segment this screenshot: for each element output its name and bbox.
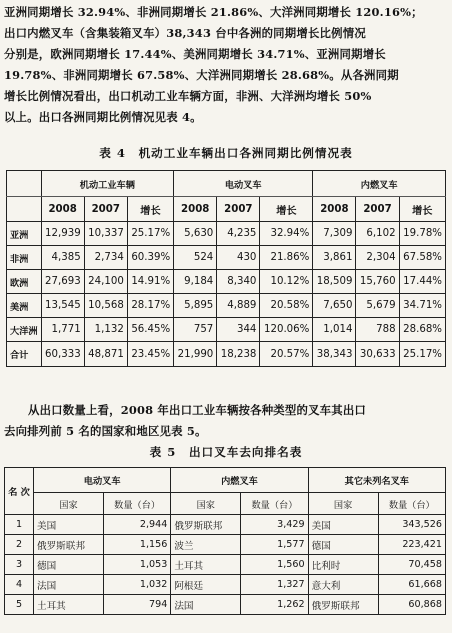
table-cell: 2,734	[84, 246, 127, 270]
table-cell: 344	[217, 318, 260, 342]
row-label: 合计	[7, 342, 42, 367]
quantity-cell: 794	[103, 595, 170, 615]
table-cell: 1,771	[41, 318, 84, 342]
country-cell: 比利时	[308, 555, 378, 575]
table-cell: 38,343	[313, 342, 356, 367]
table-cell: 1,132	[84, 318, 127, 342]
rank-cell: 1	[5, 515, 34, 535]
table-cell: 430	[217, 246, 260, 270]
table4-subheader: 增长	[127, 197, 173, 222]
table4-subheader: 2008	[174, 197, 217, 222]
table-row	[7, 294, 446, 318]
table5-subheader: 国家	[34, 493, 104, 515]
text-line: 分别是，欧洲同期增长 17.44%、美洲同期增长 34.71%、亚洲同期增长	[4, 47, 386, 61]
table-cell: 48,871	[84, 342, 127, 367]
second-paragraph	[4, 400, 448, 442]
table4-subheader: 2008	[313, 197, 356, 222]
country-cell: 俄罗斯联邦	[34, 535, 104, 555]
quantity-cell: 1,327	[241, 575, 308, 595]
table4-group-header: 电动叉车	[174, 171, 313, 197]
rank-cell: 2	[5, 535, 34, 555]
quantity-cell: 70,458	[378, 555, 445, 575]
row-label: 亚洲	[7, 222, 42, 246]
table4-subheader: 增长	[260, 197, 313, 222]
table-row	[5, 515, 446, 535]
text-line: 以上。出口各洲同期比例情况见表 4。	[4, 110, 202, 124]
country-cell: 法国	[171, 595, 241, 615]
quantity-cell: 60,868	[378, 595, 445, 615]
table-cell: 25.17%	[399, 342, 445, 367]
country-cell: 意大利	[308, 575, 378, 595]
table4-subheader-row	[7, 197, 446, 222]
table-cell: 20.57%	[260, 342, 313, 367]
table5-subheader: 国家	[171, 493, 241, 515]
table-row	[5, 555, 446, 575]
table4-subheader: 2007	[356, 197, 399, 222]
table-cell: 28.68%	[399, 318, 445, 342]
table5-subheader: 数量（台）	[241, 493, 308, 515]
row-label: 美洲	[7, 294, 42, 318]
table4-subheader: 2007	[217, 197, 260, 222]
table-cell: 4,235	[217, 222, 260, 246]
table-cell: 8,340	[217, 270, 260, 294]
country-cell: 土耳其	[171, 555, 241, 575]
table-row	[5, 595, 446, 615]
table-cell: 3,861	[313, 246, 356, 270]
table-row	[5, 535, 446, 555]
table-row	[7, 318, 446, 342]
table-cell: 10,568	[84, 294, 127, 318]
quantity-cell: 1,577	[241, 535, 308, 555]
table-row	[7, 222, 446, 246]
table-cell: 757	[174, 318, 217, 342]
table-row	[7, 246, 446, 270]
text-line: 去向排列前 5 名的国家和地区见表 5。	[4, 424, 207, 438]
text-line: 出口内燃叉车（含集装箱叉车）38,343 台中各洲的同期增长比例情况	[4, 26, 366, 40]
table-cell: 4,889	[217, 294, 260, 318]
table-cell: 6,102	[356, 222, 399, 246]
table-cell: 13,545	[41, 294, 84, 318]
table5-subheader: 数量（台）	[378, 493, 445, 515]
table-cell: 17.44%	[399, 270, 445, 294]
text-line: 亚洲同期增长 32.94%、非洲同期增长 21.86%、大洋洲同期增长 120.16%；	[4, 5, 423, 19]
rank-header: 名 次	[5, 468, 34, 515]
table-cell: 524	[174, 246, 217, 270]
table-cell: 10,337	[84, 222, 127, 246]
intro-paragraph	[4, 2, 448, 128]
quantity-cell: 1,560	[241, 555, 308, 575]
table-cell: 28.17%	[127, 294, 173, 318]
table-cell: 14.91%	[127, 270, 173, 294]
table5-group-header-row	[5, 468, 446, 493]
table-cell: 23.45%	[127, 342, 173, 367]
table-cell: 5,630	[174, 222, 217, 246]
table-cell: 18,509	[313, 270, 356, 294]
quantity-cell: 1,053	[103, 555, 170, 575]
table-cell: 15,760	[356, 270, 399, 294]
table4	[6, 170, 446, 367]
table-cell: 21,990	[174, 342, 217, 367]
quantity-cell: 1,032	[103, 575, 170, 595]
quantity-cell: 3,429	[241, 515, 308, 535]
table5-caption: 表 5 出口叉车去向排名表	[149, 445, 303, 459]
quantity-cell: 223,421	[378, 535, 445, 555]
table-row-total	[7, 342, 446, 367]
table-cell: 24,100	[84, 270, 127, 294]
table-cell: 34.71%	[399, 294, 445, 318]
table-cell: 32.94%	[260, 222, 313, 246]
table-cell: 20.58%	[260, 294, 313, 318]
quantity-cell: 343,526	[378, 515, 445, 535]
country-cell: 俄罗斯联邦	[308, 595, 378, 615]
country-cell: 土耳其	[34, 595, 104, 615]
table-cell: 9,184	[174, 270, 217, 294]
table-cell: 120.06%	[260, 318, 313, 342]
rank-cell: 5	[5, 595, 34, 615]
table-cell: 60,333	[41, 342, 84, 367]
table5-group-header: 内燃叉车	[171, 468, 308, 493]
table-cell: 60.39%	[127, 246, 173, 270]
table4-subheader: 2008	[41, 197, 84, 222]
text-line: 从出口数量上看，2008 年出口工业车辆按各种类型的叉车其出口	[28, 403, 367, 417]
country-cell: 德国	[34, 555, 104, 575]
table-cell: 10.12%	[260, 270, 313, 294]
table-row	[5, 575, 446, 595]
table5-group-header: 其它未列名叉车	[308, 468, 445, 493]
row-label: 大洋洲	[7, 318, 42, 342]
table-cell: 67.58%	[399, 246, 445, 270]
row-label: 非洲	[7, 246, 42, 270]
row-label: 欧洲	[7, 270, 42, 294]
table4-corner-cell	[7, 197, 42, 222]
table5-subheader: 数量（台）	[103, 493, 170, 515]
country-cell: 波兰	[171, 535, 241, 555]
table-cell: 56.45%	[127, 318, 173, 342]
table5	[4, 467, 446, 615]
country-cell: 法国	[34, 575, 104, 595]
table4-subheader: 增长	[399, 197, 445, 222]
table5-subheader: 国家	[308, 493, 378, 515]
table-cell: 788	[356, 318, 399, 342]
table-cell: 19.78%	[399, 222, 445, 246]
table4-group-header: 内燃叉车	[313, 171, 446, 197]
table-cell: 2,304	[356, 246, 399, 270]
table4-subheader: 2007	[84, 197, 127, 222]
text-line: 19.78%、非洲同期增长 67.58%、大洋洲同期增长 28.68%。从各洲同期	[4, 68, 399, 82]
country-cell: 德国	[308, 535, 378, 555]
text-line: 增长比例情况看出，出口机动工业车辆方面，非洲、大洋洲均增长 50%	[4, 89, 372, 103]
country-cell: 阿根廷	[171, 575, 241, 595]
table-cell: 7,650	[313, 294, 356, 318]
table4-corner-cell	[7, 171, 42, 197]
table-cell: 4,385	[41, 246, 84, 270]
country-cell: 美国	[308, 515, 378, 535]
quantity-cell: 2,944	[103, 515, 170, 535]
table4-group-header: 机动工业车辆	[41, 171, 174, 197]
table-cell: 12,939	[41, 222, 84, 246]
table-cell: 5,895	[174, 294, 217, 318]
quantity-cell: 1,262	[241, 595, 308, 615]
rank-cell: 3	[5, 555, 34, 575]
table-cell: 1,014	[313, 318, 356, 342]
table4-caption: 表 4 机动工业车辆出口各洲同期比例情况表	[99, 146, 353, 160]
country-cell: 美国	[34, 515, 104, 535]
table5-subheader-row	[5, 493, 446, 515]
table-cell: 18,238	[217, 342, 260, 367]
table-cell: 21.86%	[260, 246, 313, 270]
table-cell: 25.17%	[127, 222, 173, 246]
table-cell: 30,633	[356, 342, 399, 367]
table-cell: 5,679	[356, 294, 399, 318]
quantity-cell: 1,156	[103, 535, 170, 555]
table4-group-header-row	[7, 171, 446, 197]
table-cell: 27,693	[41, 270, 84, 294]
table-row	[7, 270, 446, 294]
table5-group-header: 电动叉车	[34, 468, 171, 493]
quantity-cell: 61,668	[378, 575, 445, 595]
table-cell: 7,309	[313, 222, 356, 246]
country-cell: 俄罗斯联邦	[171, 515, 241, 535]
rank-cell: 4	[5, 575, 34, 595]
